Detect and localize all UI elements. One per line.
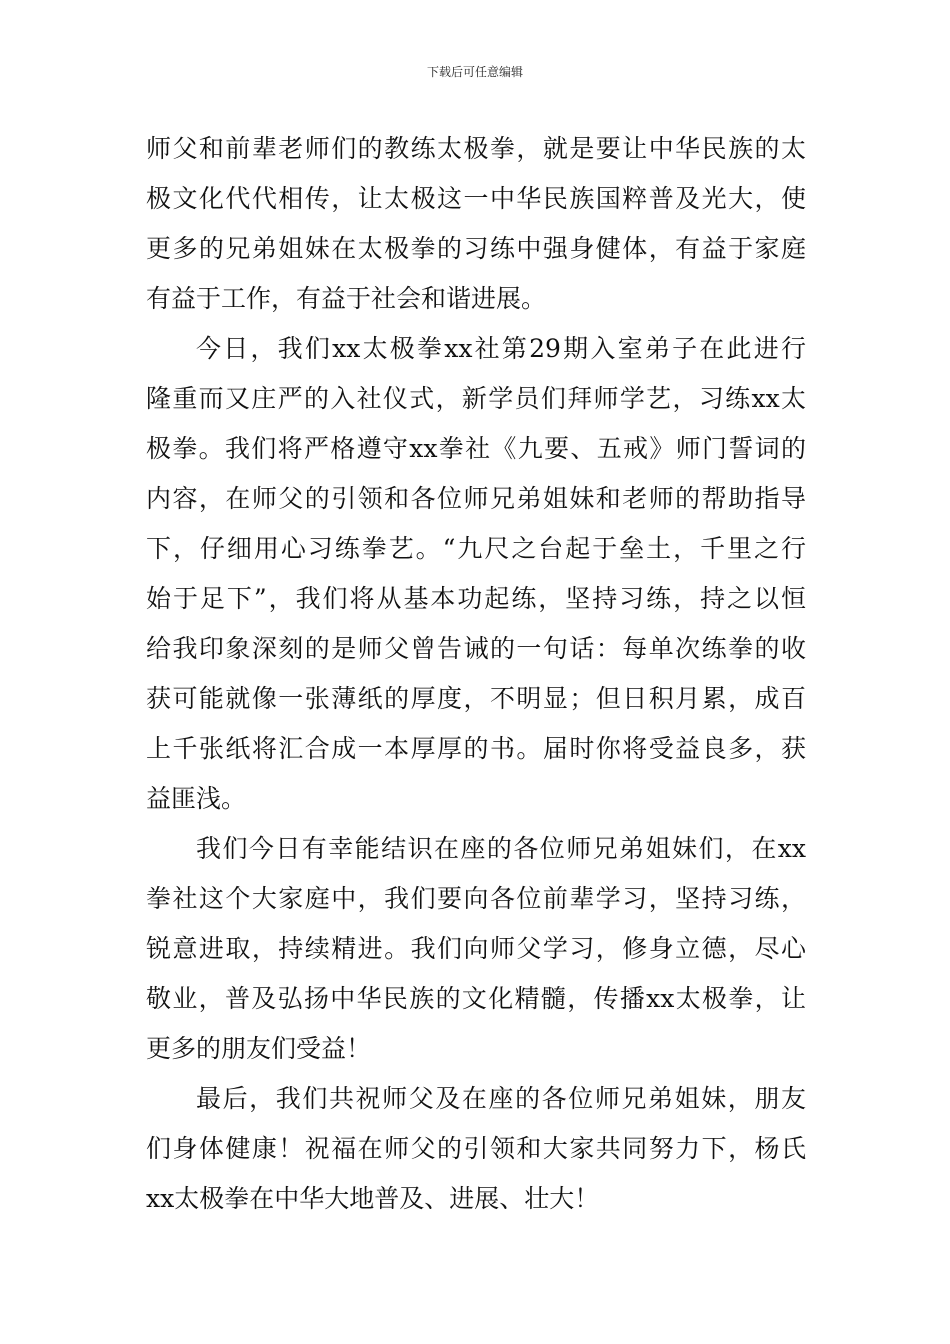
text-line: 极文化代代相传，让太极这一中华民族国粹普及光大，使 [146, 184, 806, 213]
text-line: 内容，在师父的引领和各位师兄弟姐妹和老师的帮助指导 [146, 484, 806, 513]
document-body [146, 124, 806, 1224]
text-line: 下，仔细用心习练拳艺。“九尺之台起于垒土，千里之行 [146, 534, 806, 563]
paragraph-4 [146, 1074, 806, 1224]
text-line: 给我印象深刻的是师父曾告诫的一句话：每单次练拳的收 [146, 634, 806, 663]
text-line: 始于足下”，我们将从基本功起练，坚持习练，持之以恒 [146, 584, 806, 613]
text-line: 拳社这个大家庭中，我们要向各位前辈学习，坚持习练， [146, 884, 806, 913]
text-line: 最后，我们共祝师父及在座的各位师兄弟姐妹，朋友 [196, 1084, 806, 1113]
text-line: 锐意进取，持续精进。我们向师父学习，修身立德，尽心 [146, 934, 806, 963]
text-line: 有益于工作，有益于社会和谐进展。 [146, 284, 547, 313]
text-line: 更多的朋友们受益！ [146, 1034, 372, 1063]
text-line: xx太极拳在中华大地普及、进展、壮大！ [146, 1184, 600, 1213]
text-line: 师父和前辈老师们的教练太极拳，就是要让中华民族的太 [146, 134, 806, 163]
paragraph-1 [146, 124, 806, 324]
paragraph-2 [146, 324, 806, 824]
text-line: 极拳。我们将严格遵守xx拳社《九要、五戒》师门誓词的 [146, 434, 806, 463]
text-line: 益匪浅。 [146, 784, 247, 813]
text-line: 上千张纸将汇合成一本厚厚的书。届时你将受益良多，获 [146, 734, 806, 763]
text-line: 我们今日有幸能结识在座的各位师兄弟姐妹们，在xx [196, 834, 806, 863]
text-line: 更多的兄弟姐妹在太极拳的习练中强身健体，有益于家庭 [146, 234, 806, 263]
text-line: 获可能就像一张薄纸的厚度，不明显；但日积月累，成百 [146, 684, 806, 713]
text-line: 今日，我们xx太极拳xx社第29期入室弟子在此进行 [196, 334, 806, 363]
text-line: 隆重而又庄严的入社仪式，新学员们拜师学艺，习练xx太 [146, 384, 806, 413]
page-header: 下载后可任意编辑 [426, 65, 523, 79]
text-line: 敬业，普及弘扬中华民族的文化精髓，传播xx太极拳，让 [146, 984, 806, 1013]
paragraph-3 [146, 824, 806, 1074]
text-line: 们身体健康！祝福在师父的引领和大家共同努力下，杨氏 [146, 1134, 806, 1163]
